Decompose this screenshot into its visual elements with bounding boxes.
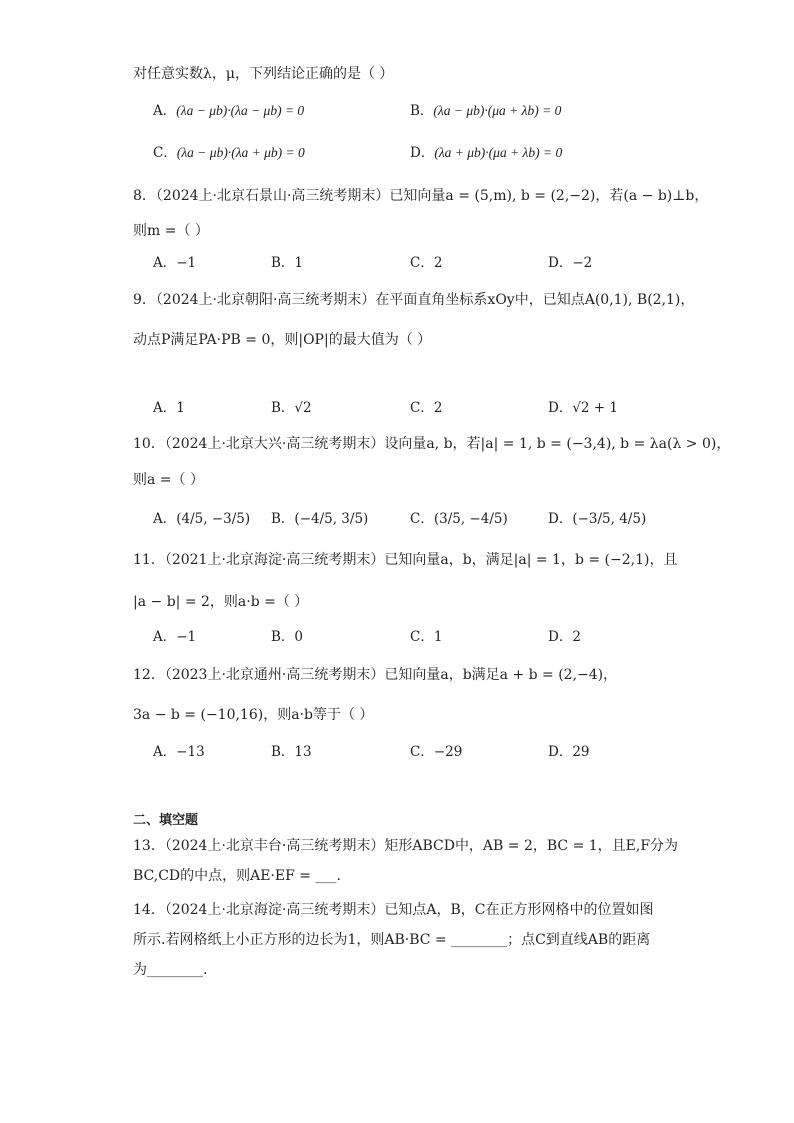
option-expr: √2 + 1: [572, 400, 619, 416]
q12-option-a: [153, 742, 205, 762]
option-label: A．: [153, 255, 177, 271]
q8-option-b: [271, 253, 303, 273]
option-label: C．: [410, 629, 434, 645]
option-label: A．: [153, 629, 177, 645]
option-expr: (λa + μb)·(μa + λb) = 0: [434, 145, 563, 160]
option-expr: −1: [176, 255, 197, 271]
q9-option-b: [271, 398, 312, 418]
option-expr: 2: [572, 629, 581, 645]
option-label: D．: [548, 255, 573, 271]
q9-stem: 9．（2024上·北京朝阳·高三统考期末）在平面直角坐标系xOy中，已知点A(0,1), B(2,1)，: [133, 292, 695, 308]
option-label: C．: [410, 744, 434, 760]
option-expr: 0: [294, 629, 304, 645]
option-expr: 2: [433, 400, 443, 416]
option-label: B．: [271, 511, 295, 527]
q14-stem: 14．（2024上·北京海淀·高三统考期末）已知点A，B，C在正方形网格中的位置如图: [133, 902, 654, 918]
option-label: D．: [410, 145, 435, 161]
q10-option-a: [153, 509, 250, 529]
option-expr: (λa − μb)·(λa − μb) = 0: [176, 103, 305, 118]
q13-stem: 13．（2024上·北京丰台·高三统考期末）矩形ABCD中，AB = 2，BC = 1，且E,F分为: [133, 838, 679, 854]
q10-stem-2: 则a =（ ）: [133, 472, 204, 488]
option-label: D．: [548, 400, 573, 416]
option-label: D．: [548, 744, 573, 760]
option-label: B．: [271, 400, 295, 416]
q10-option-c: [410, 509, 508, 529]
q7-option-a: [153, 101, 304, 121]
option-expr: 13: [294, 744, 312, 760]
option-expr: −2: [572, 255, 593, 271]
option-label: B．: [271, 744, 295, 760]
q11-option-b: [271, 627, 303, 647]
option-expr: −29: [433, 744, 463, 760]
option-expr: −1: [176, 629, 197, 645]
q9-stem-2: 动点P满足PA·PB = 0，则|OP|的最大值为（ ）: [133, 332, 432, 348]
q11-option-d: [548, 627, 581, 647]
option-label: B．: [271, 255, 295, 271]
q11-option-c: [410, 627, 442, 647]
option-expr: 1: [176, 400, 185, 416]
q12-option-c: [410, 742, 462, 762]
q11-stem: 11．（2021上·北京海淀·高三统考期末）已知向量a，b，满足|a| = 1，b = (−2,1)，且: [133, 552, 678, 568]
q14-stem-3: 为________.: [133, 962, 208, 978]
q7-option-c: [153, 143, 305, 163]
option-expr: 2: [433, 255, 443, 271]
q12-stem-2: 3a − b = (−10,16)，则a·b等于（ ）: [133, 707, 374, 723]
q9-option-c: [410, 398, 442, 418]
option-label: C．: [153, 145, 177, 161]
option-label: A．: [153, 103, 177, 119]
option-label: B．: [271, 629, 295, 645]
option-expr: (3/5, −4/5): [433, 511, 508, 527]
option-expr: (λa − μb)·(λa + μb) = 0: [176, 145, 305, 160]
section-heading: 二、填空题: [133, 813, 199, 828]
option-label: A．: [153, 400, 177, 416]
q7-option-d: [410, 143, 562, 163]
option-label: C．: [410, 511, 434, 527]
q14-stem-2: 所示.若网格纸上小正方形的边长为1，则AB·BC = ________；点C到直线AB的距离: [133, 932, 651, 948]
option-label: A．: [153, 744, 177, 760]
option-expr: (4/5, −3/5): [176, 511, 251, 527]
q13-stem-2: BC,CD的中点，则AE·EF = ___.: [133, 868, 341, 884]
option-label: A．: [153, 511, 177, 527]
option-expr: −13: [176, 744, 205, 760]
q12-option-b: [271, 742, 312, 762]
option-expr: 1: [433, 629, 443, 645]
q12-option-d: [548, 742, 590, 762]
q8-option-a: [153, 253, 196, 273]
option-label: D．: [548, 629, 573, 645]
q12-stem: 12．（2023上·北京通州·高三统考期末）已知向量a，b满足a + b = (2,−4)，: [133, 667, 618, 683]
option-expr: 29: [572, 744, 590, 760]
option-label: B．: [410, 103, 434, 119]
option-expr: (λa − μb)·(μa + λb) = 0: [433, 103, 562, 118]
option-label: C．: [410, 255, 434, 271]
option-label: D．: [548, 511, 573, 527]
option-expr: √2: [294, 400, 312, 416]
q8-stem-2: 则m =（ ）: [133, 223, 209, 239]
q10-stem: 10．（2024上·北京大兴·高三统考期末）设向量a, b，若|a| = 1, b = (−3,4), b = λa(λ > 0)，: [133, 436, 731, 452]
q7-stem: 对任意实数λ，μ，下列结论正确的是（ ）: [133, 66, 394, 82]
q7-option-b: [410, 101, 561, 121]
q9-option-a: [153, 398, 185, 418]
option-expr: (−4/5, 3/5): [294, 511, 369, 527]
q8-option-d: [548, 253, 592, 273]
q9-option-d: [548, 398, 618, 418]
q11-stem-2: |a − b| = 2，则a·b =（ ）: [133, 594, 309, 610]
option-expr: 1: [294, 255, 304, 271]
option-label: C．: [410, 400, 434, 416]
q10-option-d: [548, 509, 646, 529]
q8-stem: 8．（2024上·北京石景山·高三统考期末）已知向量a = (5,m), b = (2,−2)，若(a − b)⊥b，: [133, 188, 709, 204]
q10-option-b: [271, 509, 368, 529]
option-expr: (−3/5, 4/5): [572, 511, 647, 527]
q8-option-c: [410, 253, 442, 273]
q11-option-a: [153, 627, 196, 647]
